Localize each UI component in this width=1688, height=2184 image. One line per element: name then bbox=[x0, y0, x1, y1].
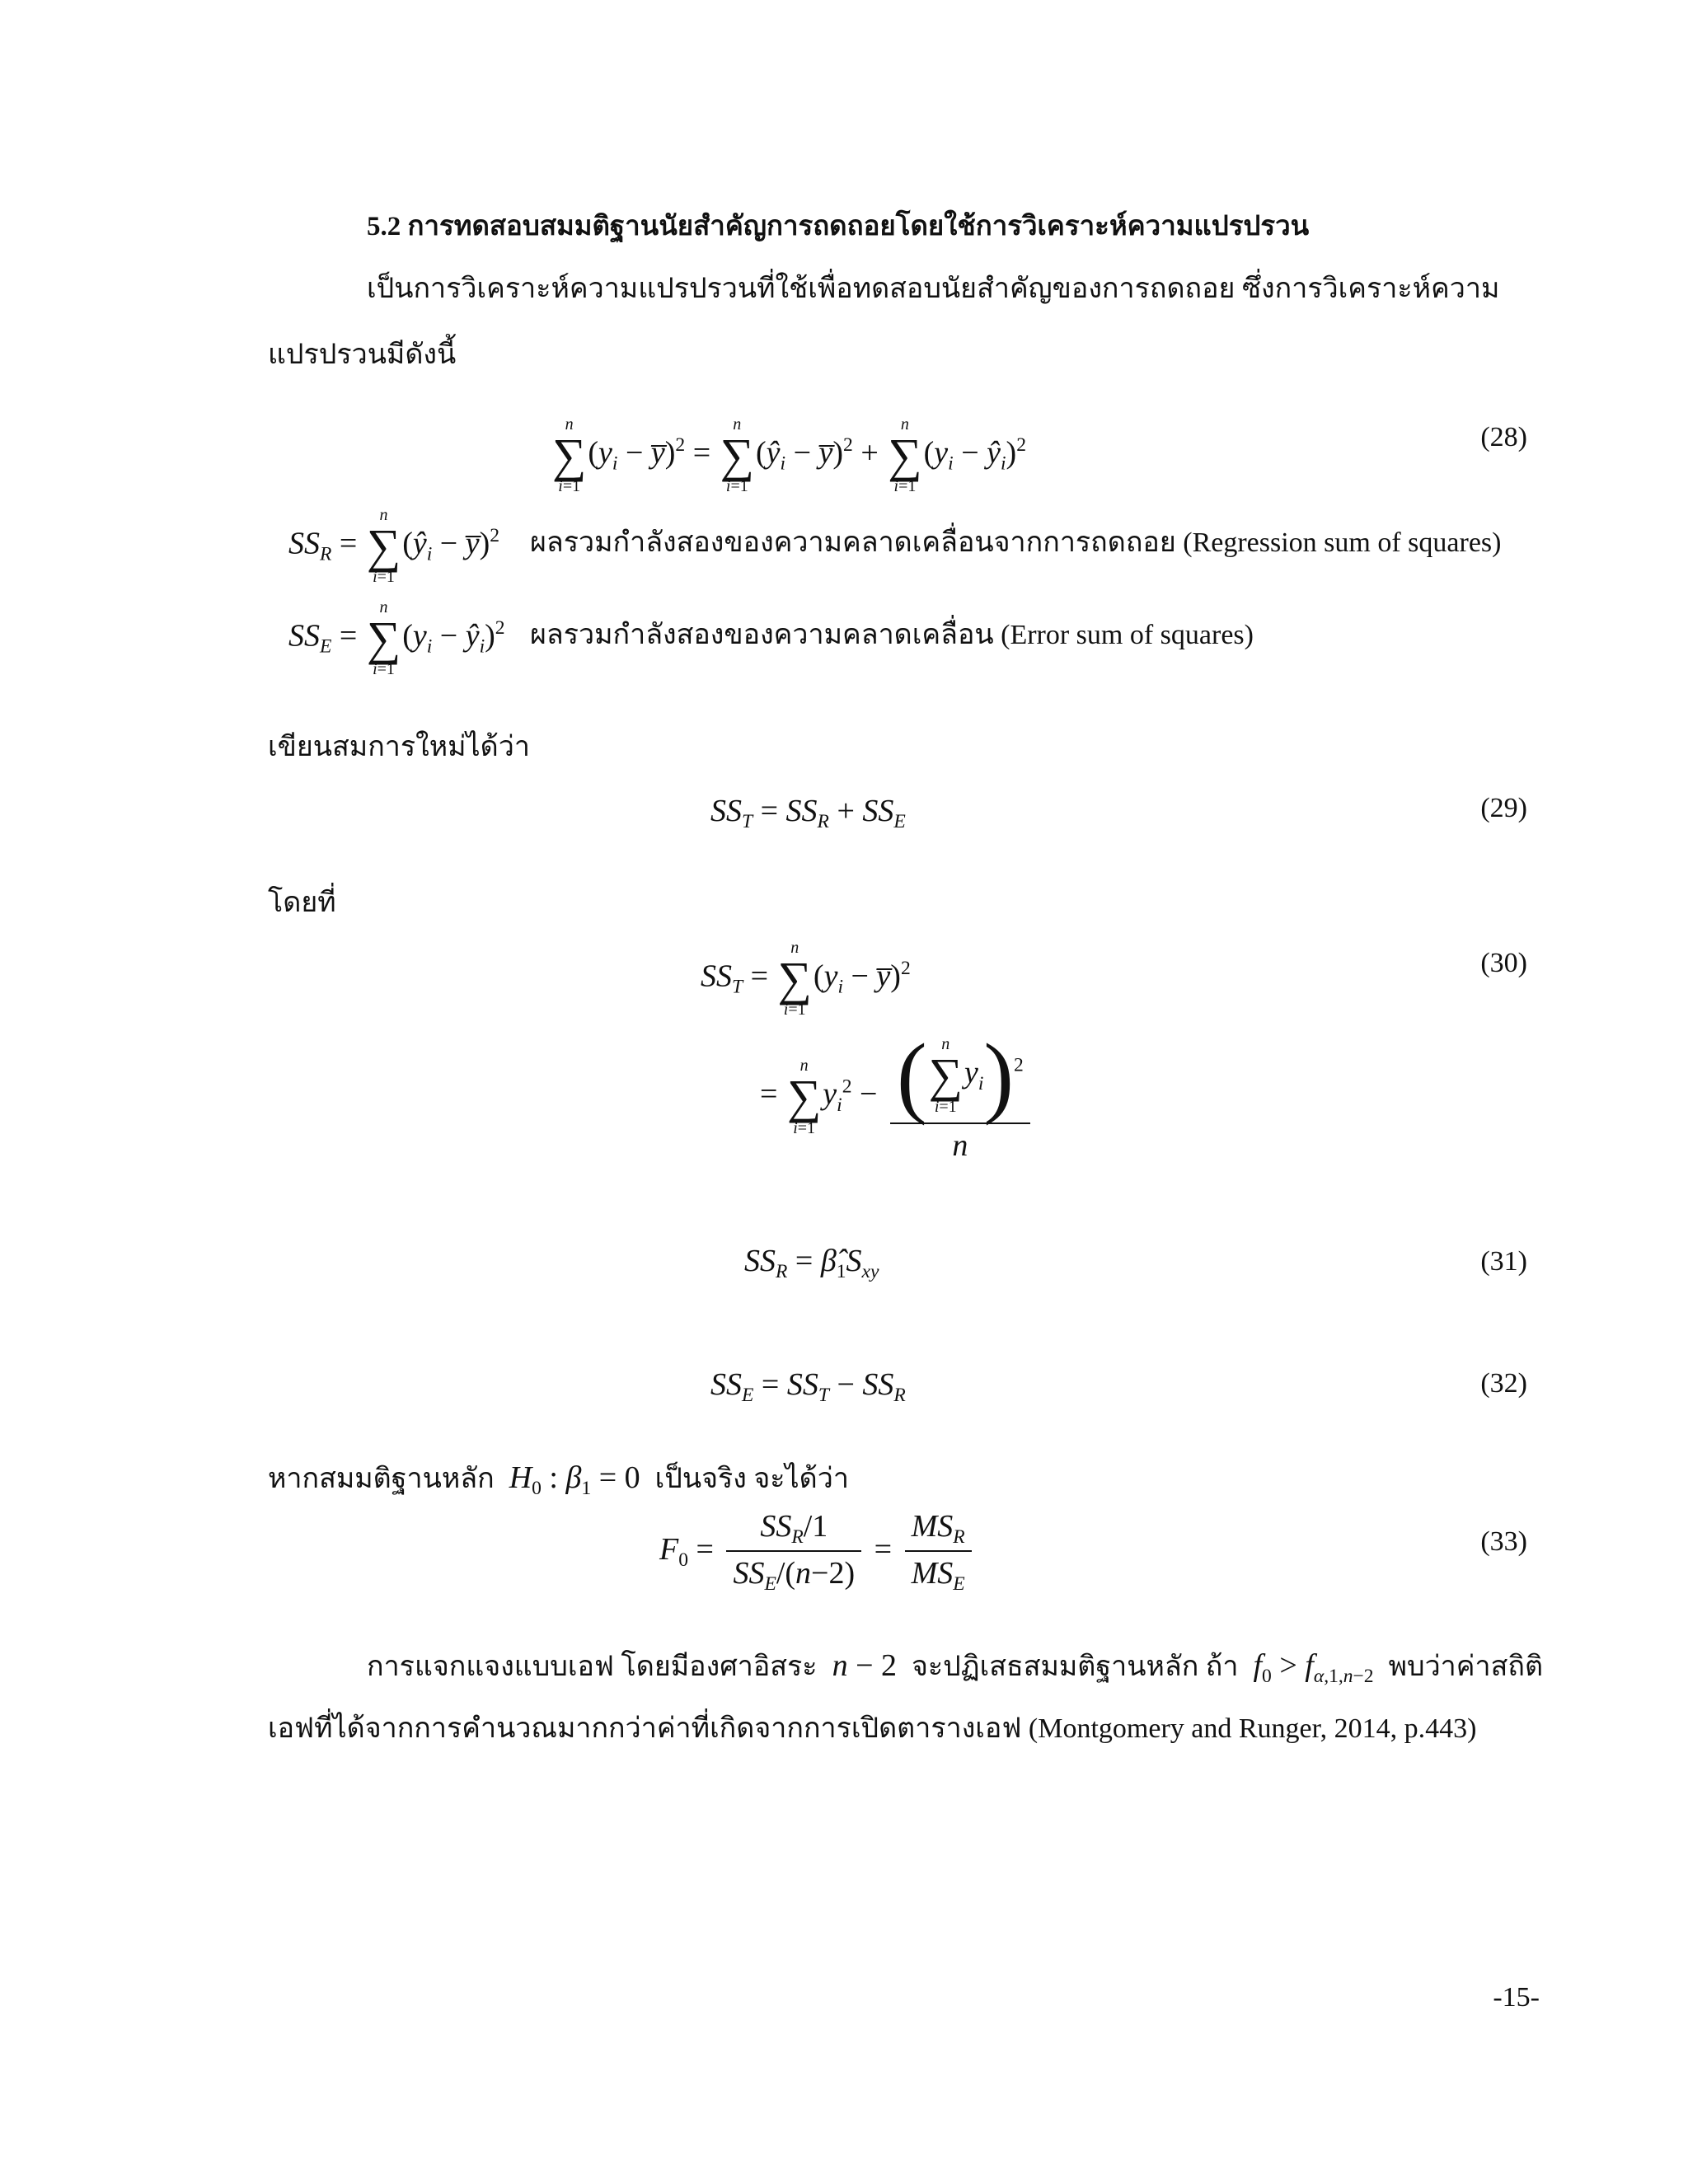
equation-31: $SS_R$ = $\betâ_1S_{xy}$ bbox=[744, 1244, 879, 1283]
ssr-description: ผลรวมกำลังสองของความคลาดเคลื่อนจากการถดถอย (Regression sum of squares) bbox=[530, 527, 1502, 558]
equation-28: n ∑ i=1 ($y_i$ − y̅)$^2$ = n ∑ i=1 ($ŷ_i$ − y̅)$^2$ + n ∑ i=1 ($y_i$ − $ŷ_i)^2$ bbox=[552, 415, 1026, 496]
rewrite-text: เขียนสมการใหม่ได้ว่า bbox=[268, 732, 530, 762]
degrees-of-freedom: n − 2 bbox=[824, 1648, 897, 1683]
equation-30-line-2: = n ∑ i=1 $y_i^2$ − ( n ∑ i=1 $y_i)^2$ n bbox=[760, 1030, 1035, 1164]
page-number: -15- bbox=[1493, 1982, 1540, 2013]
equation-30-number: (30) bbox=[1480, 948, 1527, 978]
intro-line-2: แปรปรวนมีดังนี้ bbox=[268, 340, 457, 370]
intro-line-1: เป็นการวิเคราะห์ความแปรปรวนที่ใช้เพื่อทดสอบนัยสำคัญของการถดถอย ซึ่งการวิเคราะห์ความ bbox=[367, 274, 1500, 304]
ssr-definition: $SS_R$ = n ∑ i=1 ($ŷ_i$ − y̅)$^2$ bbox=[288, 506, 500, 587]
hypothesis-suffix: เป็นจริง จะได้ว่า bbox=[654, 1464, 849, 1494]
section-heading: 5.2 การทดสอบสมมติฐานนัยสำคัญการถดถอยโดยใช้การวิเคราะห์ความแปรปรวน bbox=[367, 212, 1310, 241]
equation-32-number: (32) bbox=[1480, 1368, 1527, 1399]
where-text: โดยที่ bbox=[268, 888, 336, 918]
equation-33-number: (33) bbox=[1480, 1526, 1527, 1557]
equation-28-number: (28) bbox=[1480, 422, 1527, 452]
equation-33: $F_0$ = $\frac{SS_R/1}{SS_E/(n-2)}$ = $\frac{MS_R}{MS_E}$ bbox=[659, 1508, 977, 1596]
equation-32: $SS_E = SS_T - SS_R$ bbox=[710, 1367, 906, 1407]
null-hypothesis: $H_0$ : $\beta_1 = 0$ bbox=[501, 1460, 640, 1500]
conclusion-line-2: เอฟที่ได้จากการคำนวณมากกว่าค่าที่เกิดจากการเปิดตารางเอฟ (Montgomery and Runger, 2014, p.443) bbox=[268, 1713, 1477, 1744]
conclusion-line-1 bbox=[367, 1647, 1543, 1695]
equation-29: $SS_T = SS_R + SS_E$ bbox=[710, 794, 906, 833]
equation-29-number: (29) bbox=[1480, 793, 1527, 823]
equation-31-number: (31) bbox=[1480, 1246, 1527, 1277]
conclusion-part-a: การแจกแจงแบบเอฟ โดยมีองศาอิสระ bbox=[367, 1652, 818, 1682]
conclusion-part-b: จะปฏิเสธสมมติฐานหลัก ถ้า bbox=[912, 1652, 1239, 1682]
hypothesis-prefix: หากสมมติฐานหลัก bbox=[268, 1464, 495, 1494]
sse-description: ผลรวมกำลังสองของความคลาดเคลื่อน (Error sum of squares) bbox=[530, 620, 1254, 650]
conclusion-part-c: พบว่าค่าสถิติ bbox=[1388, 1652, 1544, 1682]
hypothesis-line bbox=[268, 1459, 849, 1507]
sse-definition: $SS_E$ = n ∑ i=1 ($y_i$ − $ŷ_i)^2$ bbox=[288, 598, 505, 679]
rejection-criterion: $f_0 > f_{\alpha,1,n-2}$ bbox=[1245, 1648, 1374, 1688]
equation-30-line-1: $SS_T$ = n ∑ i=1 ($y_i$ − y̅)$^2$ bbox=[701, 939, 911, 1019]
